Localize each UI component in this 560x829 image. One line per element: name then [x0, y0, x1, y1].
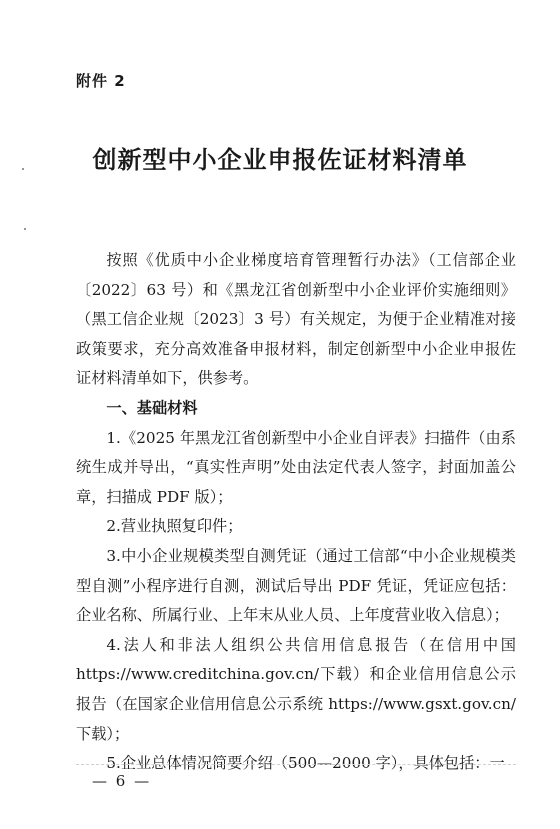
document-title: 创新型中小企业申报佐证材料清单 [92, 146, 468, 174]
page-number: — 6 — [92, 772, 152, 790]
list-item: 4.法人和非法人组织公共信用信息报告（在信用中国 https://www.creditchina.gov.cn/下载）和企业信用信息公示报告（在国家企业信用信息公示系统 https://www.gsxt.gov.cn/下载）； [76, 635, 516, 743]
scan-speck [24, 228, 26, 230]
list-item: 3.中小企业规模类型自测凭证（通过工信部“中小企业规模类型自测”小程序进行自测，测试后导出 PDF 凭证，凭证应包括：企业名称、所属行业、上年末从业人员、上年度营业收入信息）； [76, 546, 516, 625]
intro-paragraph: 按照《优质中小企业梯度培育管理暂行办法》（工信部企业〔2022〕63 号）和《黑龙江省创新型中小企业评价实施细则》（黑工信企业规〔2023〕3 号）有关规定，为便于企业精准对接政策要求，充分高效准备申报材料，制定创新型中小企业申报佐证材料清单如下，供参考。 [76, 251, 516, 388]
list-item: 1.《2025 年黑龙江省创新型中小企业自评表》扫描件（由系统生成并导出，“真实性声明”处由法定代表人签字，封面加盖公章，扫描成 PDF 版）； [76, 428, 516, 506]
footer-divider [76, 764, 516, 765]
attachment-label: 附件 2 [76, 72, 126, 90]
section-heading: 一、基础材料 [106, 398, 198, 417]
list-item: 5.企业总体情况简要介绍（500—2000 字），具体包括：一 [106, 754, 505, 773]
list-item: 2.营业执照复印件； [106, 517, 243, 536]
document-body [76, 246, 516, 779]
